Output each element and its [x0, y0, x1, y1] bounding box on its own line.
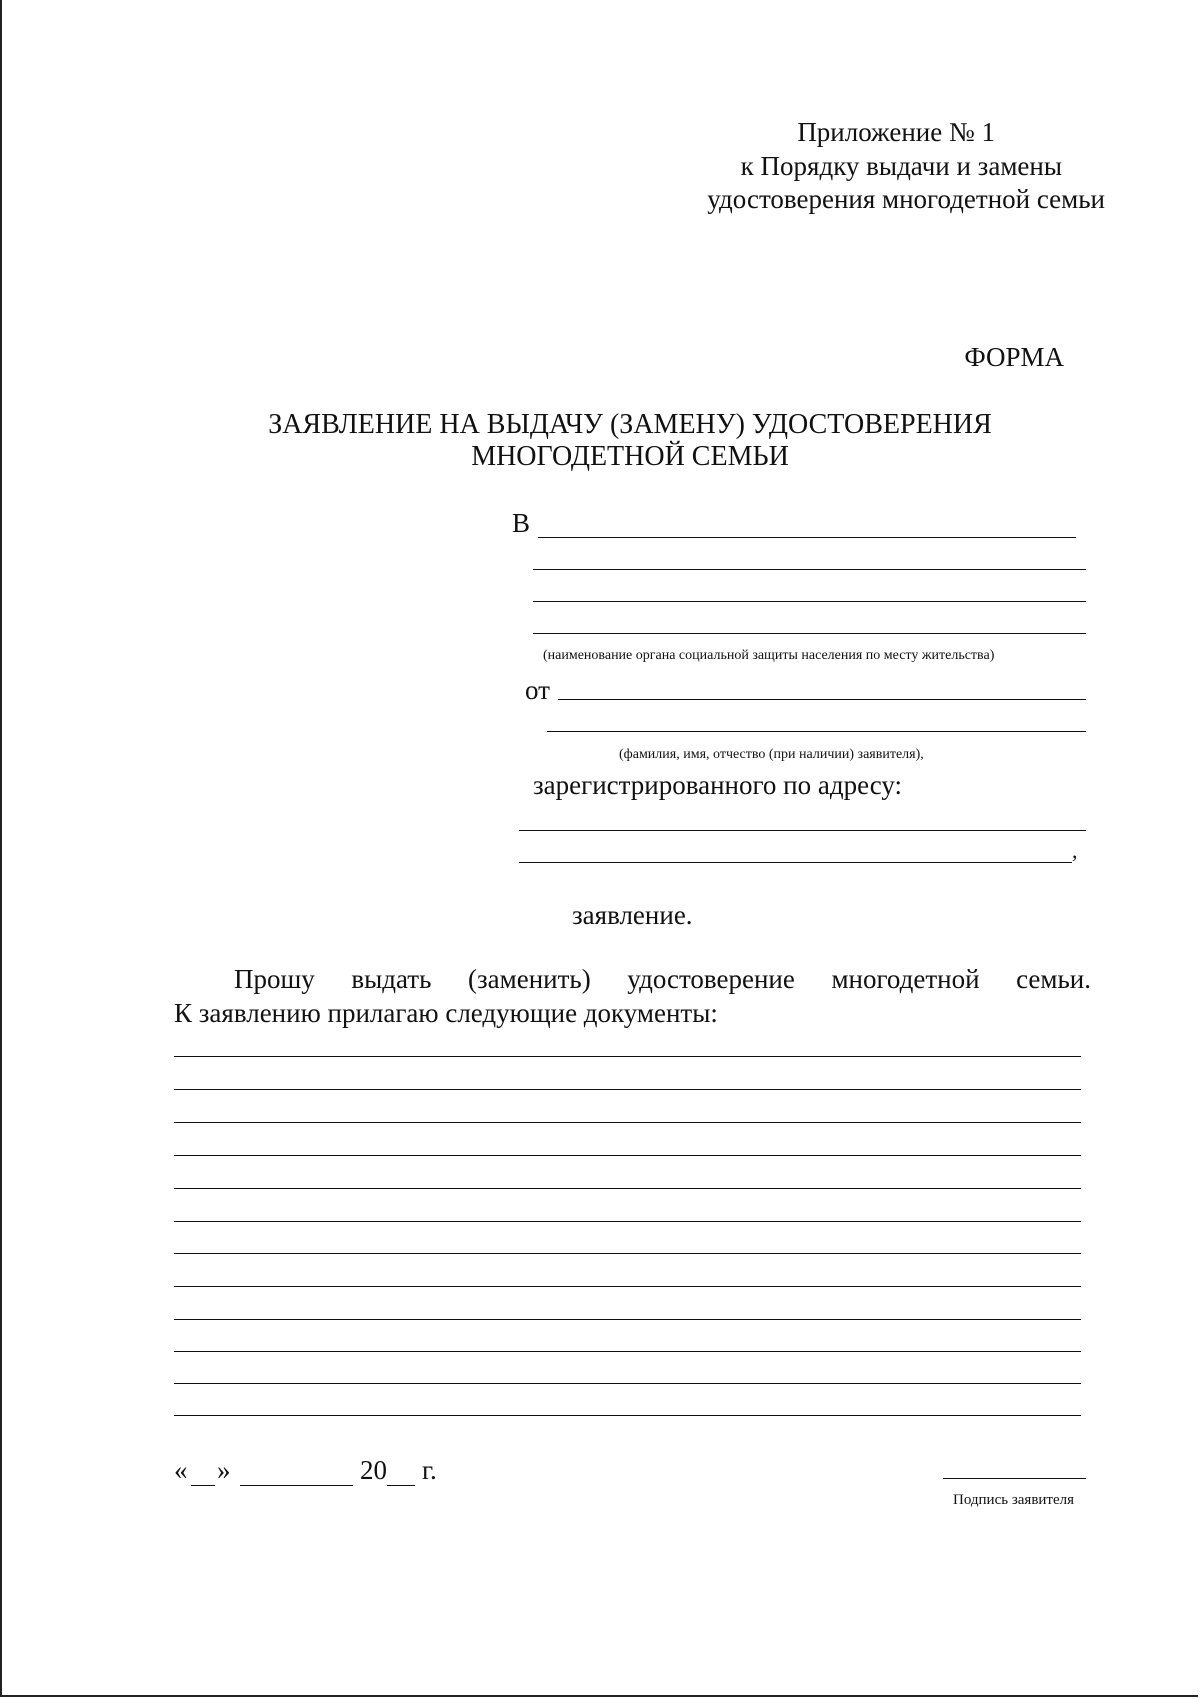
year-suffix: г. — [422, 1455, 437, 1485]
document-list-line[interactable] — [174, 1286, 1081, 1287]
address-field-line-2[interactable] — [519, 862, 1072, 863]
document-list-line[interactable] — [174, 1221, 1081, 1222]
statement-word: семьи. — [1016, 964, 1091, 994]
attached-documents-label: К заявлению прилагаю следующие документы: — [174, 998, 718, 1028]
from-label: от — [525, 675, 550, 705]
statement-word: удостоверение — [627, 964, 795, 994]
document-list-line[interactable] — [174, 1319, 1081, 1320]
to-field-line-2[interactable] — [533, 569, 1086, 570]
statement-word: Прошу — [234, 964, 315, 994]
document-list-line[interactable] — [174, 1383, 1081, 1384]
from-field-line-1[interactable] — [558, 699, 1086, 700]
document-list-line[interactable] — [174, 1415, 1081, 1416]
address-label: зарегистрированного по адресу: — [533, 770, 902, 800]
signature-field[interactable] — [943, 1478, 1086, 1479]
annex-number: Приложение № 1 — [797, 117, 995, 147]
statement-word: выдать — [351, 964, 432, 994]
to-field-line-4[interactable] — [533, 633, 1086, 634]
annex-subject: удостоверения многодетной семьи — [707, 184, 1105, 214]
date-open-quote: « — [174, 1455, 188, 1485]
document-list-line[interactable] — [174, 1089, 1081, 1090]
address-comma: , — [1072, 838, 1078, 863]
year-prefix: 20 — [360, 1455, 387, 1485]
statement-word: многодетной — [831, 964, 980, 994]
to-caption: (наименование органа социальной защиты населения по месту жительства) — [543, 648, 995, 663]
statement-word: (заменить) — [467, 964, 591, 994]
date-day-field[interactable] — [191, 1485, 215, 1486]
annex-reference: к Порядку выдачи и замены — [740, 151, 1062, 181]
document-title-line1: ЗАЯВЛЕНИЕ НА ВЫДАЧУ (ЗАМЕНУ) УДОСТОВЕРЕНИЯ — [268, 409, 992, 440]
document-list-line[interactable] — [174, 1188, 1081, 1189]
statement-heading: заявление. — [572, 900, 693, 930]
from-caption: (фамилия, имя, отчество (при наличии) заявителя), — [619, 747, 924, 762]
document-list-line[interactable] — [174, 1056, 1081, 1057]
to-field-line-3[interactable] — [533, 601, 1086, 602]
document-list-line[interactable] — [174, 1155, 1081, 1156]
date-close-quote: » — [217, 1455, 231, 1485]
date-year-field[interactable] — [387, 1485, 415, 1486]
from-field-line-2[interactable] — [547, 731, 1086, 732]
document-list-line[interactable] — [174, 1253, 1081, 1254]
statement-request — [174, 964, 1091, 995]
date-month-field[interactable] — [240, 1485, 353, 1486]
document-list-line[interactable] — [174, 1122, 1081, 1123]
address-field-line-1[interactable] — [519, 830, 1086, 831]
to-field-line-1[interactable] — [538, 537, 1076, 538]
signature-caption: Подпись заявителя — [953, 1492, 1075, 1508]
form-label: ФОРМА — [964, 342, 1064, 372]
to-label: В — [512, 508, 531, 538]
document-list-line[interactable] — [174, 1351, 1081, 1352]
document-title-line2: МНОГОДЕТНОЙ СЕМЬИ — [471, 441, 789, 472]
